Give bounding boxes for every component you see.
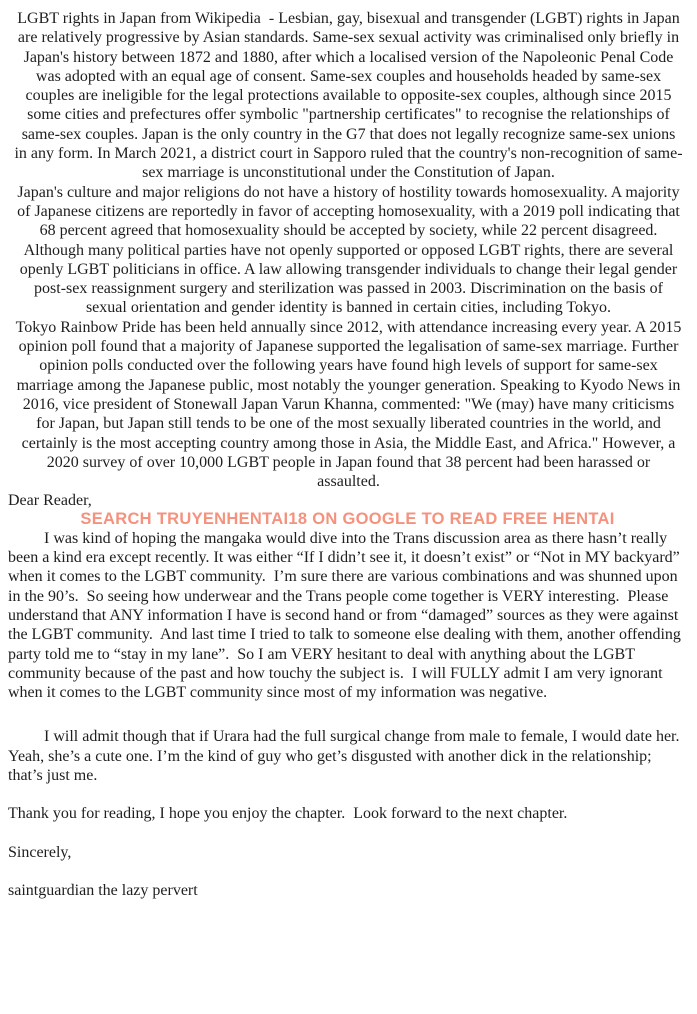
wiki-excerpt-section <box>0 0 697 491</box>
wiki-paragraph-lgbt-rights: LGBT rights in Japan from Wikipedia - Lesbian, gay, bisexual and transgender (LGBT) rights in Japan are relatively progressive by Asian standards. Same-sex sexual activity was criminalised only briefly in Japan's history between 1872 and 1880, after which a localised version of the Napoleonic Penal Code was adopted with an equal age of consent. Same-sex couples and households headed by same-sex couples are ineligible for the legal protections available to opposite-sex couples, although since 2015 some cities and prefectures offer symbolic "partnership certificates" to recognise the relationships of same-sex couples. Japan is the only country in the G7 that does not legally recognize same-sex unions in any form. In March 2021, a district court in Sapporo ruled that the country's non-recognition of same-sex marriage is unconstitutional under the Constitution of Japan. <box>14 10 684 182</box>
letter-signature: saintguardian the lazy pervert <box>8 881 198 899</box>
wiki-paragraph-pride: Tokyo Rainbow Pride has been held annually since 2012, with attendance increasing every year. A 2015 opinion poll found that a majority of Japanese supported the legalisation of same-sex marriage. Further opinion polls conducted over the following years have found high levels of support for same-sex marriage among the Japanese public, most notably the younger generation. Speaking to Kyodo News in 2016, vice president of Stonewall Japan Varun Khanna, commented: "We (may) have many criticisms for Japan, but Japan still tends to be one of the most sexually liberated countries in the world, and certainly is the most accepting country among those in Asia, the Middle East, and Africa." However, a 2020 survey of over 10,000 LGBT people in Japan found that 38 percent had been harassed or assaulted. <box>15 318 686 491</box>
site-watermark-text: SEARCH TRUYENHENTAI18 ON GOOGLE TO READ FREE HENTAI <box>80 509 615 528</box>
letter-section <box>0 491 697 900</box>
letter-thanks-line: Thank you for reading, I hope you enjoy the chapter. Look forward to the next chapter. <box>8 805 568 823</box>
wiki-paragraph-culture: Japan's culture and major religions do not have a history of hostility towards homosexuality. A majority of Japanese citizens are reportedly in favor of accepting homosexuality, with a 2019 poll indicating that 68 percent agreed that homosexuality should be accepted by society, while 22 percent disagreed. Although many political parties have not openly supported or opposed LGBT rights, there are several openly LGBT politicians in office. A law allowing transgender individuals to change their legal gender post-sex reassignment surgery and sterilization was passed in 2003. Discrimination on the basis of sexual orientation and gender identity is banned in certain cities, including Tokyo. <box>17 183 684 317</box>
letter-closing: Sincerely, <box>8 843 72 861</box>
letter-salutation: Dear Reader, <box>8 492 92 510</box>
letter-paragraph-trans-discussion: I was kind of hoping the mangaka would dive into the Trans discussion area as there hasn’t really been a kind era except recently. It was either “If I didn’t see it, it doesn’t exist” or “Not in MY backyard” when it comes to the LGBT community. I’m sure there are various combinations and was shunned upon in the 90’s. So seeing how underwear and the Trans people come together is VERY interesting. Please understand that ANY information I have is second hand or from “damaged” sources as they were against the LGBT community. And last time I tried to talk to someone else dealing with them, another offending party told me to “stay in my lane”. So I am VERY hesitant to deal with anything about the LGBT community because of the past and how touchy the subject is. I will FULLY admit I am very ignorant when it comes to the LGBT community since most of my information was negative. <box>8 529 685 702</box>
letter-paragraph-urara: I will admit though that if Urara had the full surgical change from male to female, I would date her. Yeah, she’s a cute one. I’m the kind of guy who get’s disgusted with another dick in the relationship; that’s just me. <box>8 728 683 784</box>
